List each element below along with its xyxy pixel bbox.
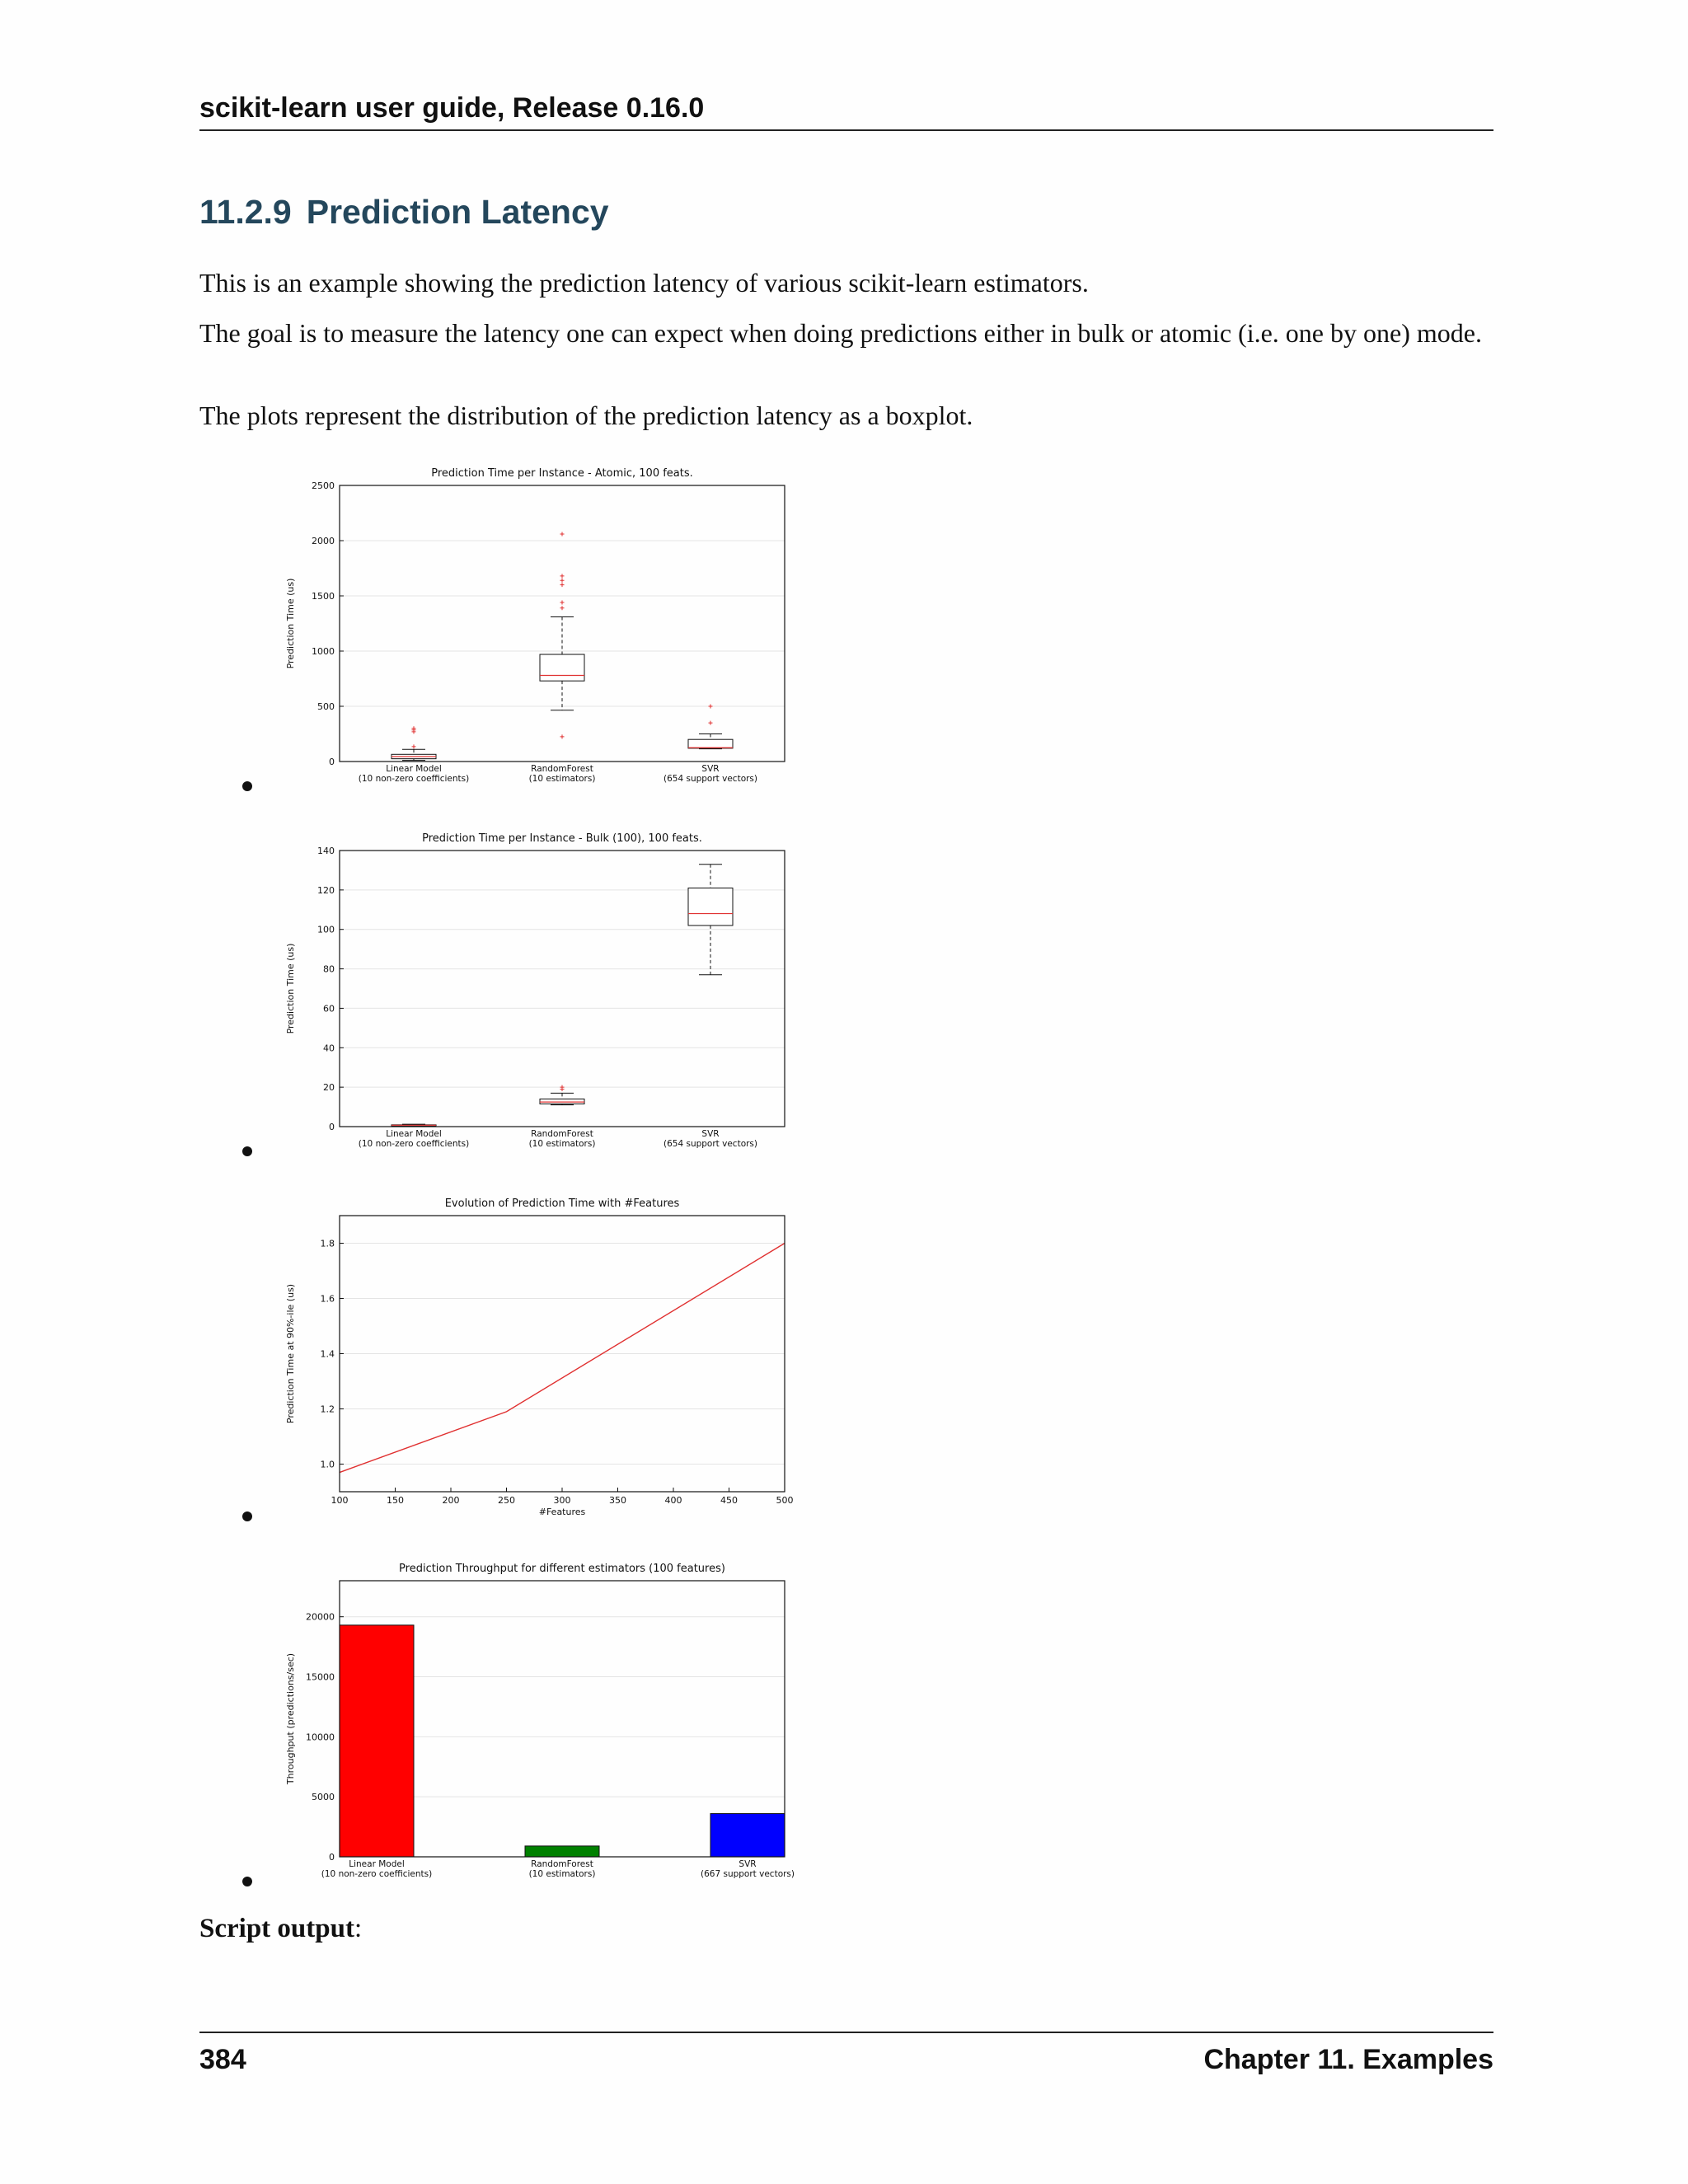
x-category-label: RandomForest: [531, 1129, 593, 1139]
y-tick-label: 15000: [306, 1671, 335, 1683]
x-tick-label: 250: [498, 1495, 515, 1506]
x-category-label: RandomForest: [531, 764, 593, 774]
x-axis-label: #Features: [538, 1507, 586, 1517]
chart-atomic-boxplot: [280, 460, 808, 806]
y-tick-label: 100: [317, 924, 335, 935]
x-category-sublabel: (654 support vectors): [663, 774, 757, 784]
outlier-point: [560, 532, 565, 536]
y-tick-label: 1.6: [320, 1293, 335, 1305]
x-tick-label: 350: [609, 1495, 626, 1506]
outlier-point: [560, 583, 565, 587]
y-tick-label: 1000: [312, 646, 335, 657]
y-tick-label: 0: [329, 1852, 335, 1863]
plot-feature-evolution: [280, 1190, 808, 1536]
x-category-label: SVR: [738, 1859, 757, 1869]
x-category-sublabel: (10 estimators): [528, 1869, 596, 1879]
x-category-label: SVR: [701, 764, 720, 774]
chart-bulk-boxplot: [280, 825, 808, 1171]
y-tick-label: 1500: [312, 591, 335, 602]
plot-throughput: [280, 1555, 808, 1901]
section-heading: [199, 193, 609, 232]
x-category-label: RandomForest: [531, 1859, 593, 1869]
x-category-sublabel: (654 support vectors): [663, 1139, 757, 1149]
x-tick-label: 150: [387, 1495, 404, 1506]
y-tick-label: 500: [317, 701, 335, 712]
bar: [340, 1625, 414, 1857]
footer-page-number: 384: [199, 2044, 246, 2075]
y-tick-label: 80: [323, 963, 335, 975]
y-tick-label: 10000: [306, 1732, 335, 1743]
bar: [710, 1814, 785, 1857]
y-axis-label: Prediction Time at 90%-ile (us): [285, 1283, 296, 1424]
footer-chapter: Chapter 11. Examples: [1203, 2044, 1493, 2075]
box-body: [540, 654, 584, 681]
bullet-2: [242, 1146, 252, 1156]
y-tick-label: 5000: [312, 1792, 335, 1803]
chart-title: Prediction Time per Instance - Bulk (100), 100 feats.: [422, 832, 702, 845]
bullet-4: [242, 1877, 252, 1886]
script-output-label: [199, 1914, 362, 1944]
x-category-sublabel: (667 support vectors): [701, 1869, 795, 1879]
script-output-text: Script output: [199, 1914, 354, 1943]
y-tick-label: 1.0: [320, 1459, 335, 1470]
x-category-sublabel: (10 estimators): [528, 1139, 596, 1149]
chart-throughput-bar: [280, 1555, 808, 1901]
series-line: [340, 1244, 785, 1473]
chart-title: Prediction Time per Instance - Atomic, 100 feats.: [431, 467, 693, 480]
bullet-1: [242, 781, 252, 791]
x-category-sublabel: (10 non-zero coefficients): [358, 1139, 470, 1149]
chart-title: Evolution of Prediction Time with #Features: [444, 1197, 680, 1210]
footer-rule: [199, 2032, 1493, 2033]
outlier-point: [412, 744, 416, 748]
header-title: scikit-learn user guide, Release 0.16.0: [199, 92, 705, 124]
paragraph-goal: The goal is to measure the latency one can expect when doing predictions either in bulk or atomic (i.e. one by one) mode.: [199, 318, 1482, 348]
y-tick-label: 120: [317, 884, 335, 896]
bullet-3: [242, 1511, 252, 1521]
x-tick-label: 100: [331, 1495, 349, 1506]
x-category-sublabel: (10 estimators): [528, 774, 596, 784]
outlier-point: [560, 1085, 565, 1090]
x-category-sublabel: (10 non-zero coefficients): [321, 1869, 433, 1879]
outlier-point: [560, 606, 565, 610]
y-tick-label: 1.8: [320, 1238, 335, 1249]
script-output-colon: :: [354, 1914, 363, 1943]
x-category-label: SVR: [701, 1129, 720, 1139]
paragraph-intro: This is an example showing the prediction latency of various scikit-learn estimators.: [199, 268, 1089, 298]
x-category-label: Linear Model: [386, 764, 442, 774]
y-tick-label: 60: [323, 1003, 335, 1015]
outlier-point: [560, 574, 565, 578]
section-title: Prediction Latency: [306, 193, 609, 231]
y-tick-label: 0: [329, 1122, 335, 1132]
header-rule: [199, 129, 1493, 131]
y-tick-label: 140: [317, 846, 335, 856]
y-tick-label: 1.4: [320, 1348, 335, 1360]
y-tick-label: 1.2: [320, 1404, 335, 1415]
y-axis-label: Prediction Time (us): [285, 578, 296, 669]
x-tick-label: 200: [442, 1495, 460, 1506]
box-body: [688, 739, 733, 748]
x-tick-label: 400: [664, 1495, 682, 1506]
y-tick-label: 0: [329, 757, 335, 767]
outlier-point: [560, 601, 565, 605]
y-tick-label: 2500: [312, 480, 335, 491]
y-tick-label: 2000: [312, 536, 335, 546]
chart-feature-line: [280, 1190, 808, 1536]
x-category-sublabel: (10 non-zero coefficients): [358, 774, 470, 784]
plot-atomic-latency: [280, 460, 808, 806]
outlier-point: [560, 579, 565, 583]
bar: [525, 1846, 599, 1857]
x-category-label: Linear Model: [386, 1129, 442, 1139]
section-number: 11.2.9: [199, 193, 292, 231]
chart-title: Prediction Throughput for different estimators (100 features): [399, 1563, 725, 1575]
y-axis-label: Prediction Time (us): [285, 943, 296, 1034]
outlier-point: [709, 721, 713, 725]
x-category-label: Linear Model: [349, 1859, 405, 1869]
y-tick-label: 40: [323, 1043, 335, 1054]
plot-bulk-latency: [280, 825, 808, 1171]
outlier-point: [560, 734, 565, 738]
x-tick-label: 450: [720, 1495, 738, 1506]
x-tick-label: 300: [553, 1495, 571, 1506]
y-tick-label: 20000: [306, 1611, 335, 1623]
x-tick-label: 500: [776, 1495, 794, 1506]
paragraph-plots: The plots represent the distribution of the prediction latency as a boxplot.: [199, 401, 973, 430]
y-tick-label: 20: [323, 1082, 335, 1094]
box-body: [688, 888, 733, 925]
y-axis-label: Throughput (predictions/sec): [285, 1652, 296, 1785]
outlier-point: [709, 705, 713, 709]
